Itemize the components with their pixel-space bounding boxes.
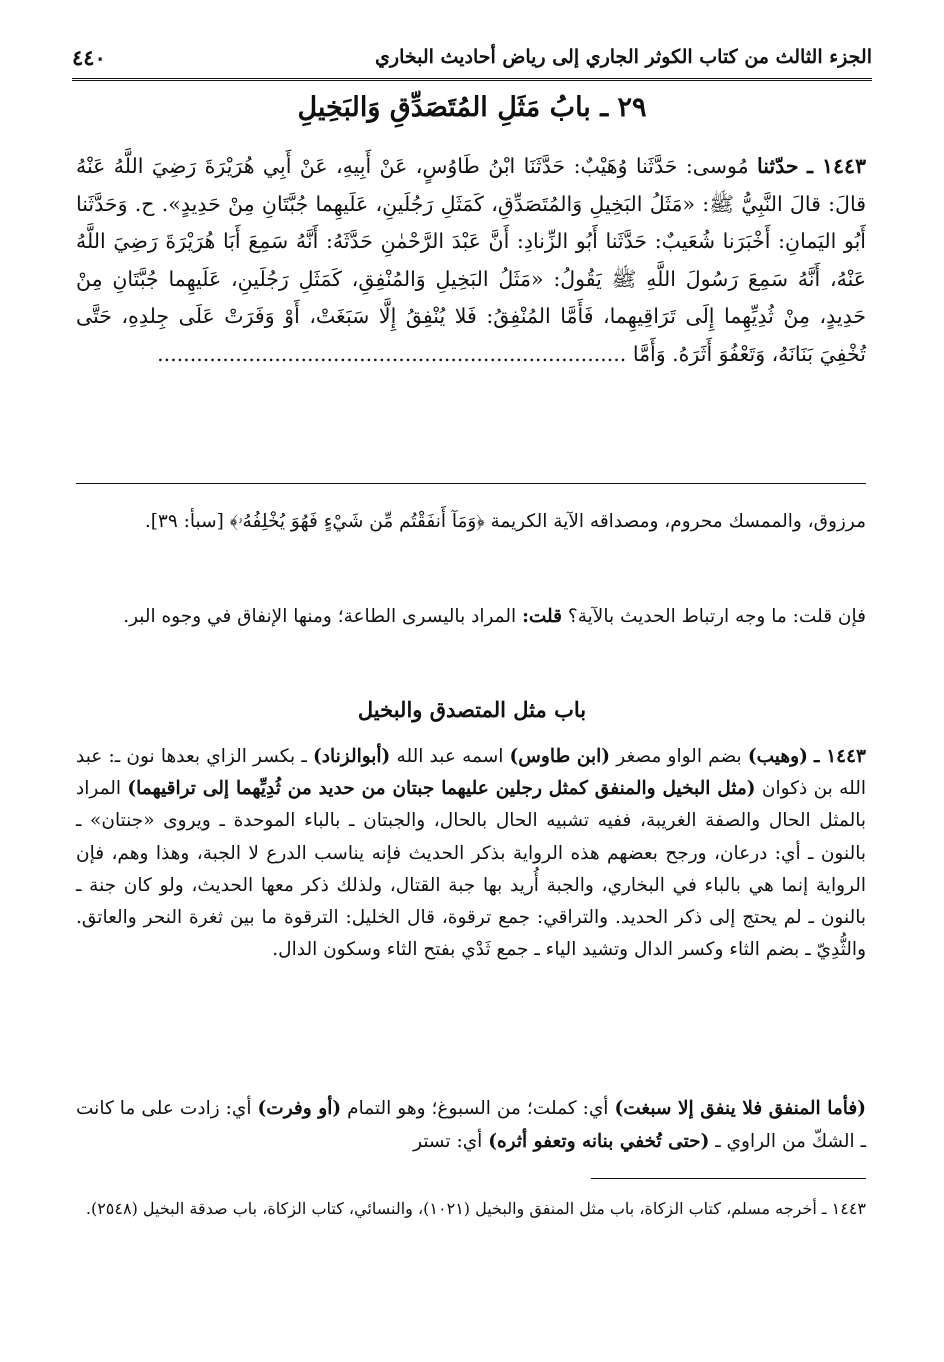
- commentary-term: (حتى تُخفي بنانه وتعفو أثره): [488, 1131, 710, 1152]
- question-text: فإن قلت: ما وجه ارتباط الحديث بالآية؟: [567, 606, 866, 627]
- hadith-opening: حدّثنا: [756, 154, 799, 178]
- commentary-term: (فأما المنفق فلا ينفق إلا سبغت): [614, 1098, 866, 1119]
- commentary-term: (أبوالزناد): [312, 746, 391, 767]
- commentary-text: أي: زادت على ما كانت ـ الشكّ من الراوي ـ: [76, 1098, 866, 1152]
- commentary-text: أي: كملت؛ من السبوغ؛ وهو التمام: [347, 1098, 609, 1119]
- answer-text: المراد باليسرى الطاعة؛ ومنها الإنفاق في وجوه البر.: [123, 606, 517, 627]
- commentary-paragraph-2: [76, 1092, 866, 1158]
- hadith-dots: ........................................................................: [157, 341, 627, 366]
- running-title: الجزء الثالث من كتاب الكوثر الجاري إلى رياض أحاديث البخاري: [375, 46, 872, 68]
- commentary-text: بضم الواو مصغر: [616, 746, 742, 767]
- footnote-rule: [591, 1178, 866, 1179]
- commentary-text: اسمه عبد الله: [396, 746, 504, 767]
- page-number: ٤٤٠: [72, 44, 106, 70]
- hadith-body: مُوسى: حَدَّثَنا وُهَيْبٌ: حَدَّثَنَا ابْنُ طَاوُسٍ، عَنْ أَبِيهِ، عَنْ أَبِي هُرَيْرَةَ رَضِيَ اللَّهُ عَنْهُ قالَ: قالَ النَّبِيُّ ﷺ: «مَثَلُ البَخِيلِ وَالمُتَصَدِّقِ، كَمَثَلِ رَجُلَينِ، عَلَيهِما جُبَّتَانِ مِنْ حَدِيدٍ». ح. وَحَدَّثَنا أَبُو اليَمانِ: أَخْبَرَنا شُعَيبٌ: حَدَّثَنا أَبُو الزِّنادِ: أَنَّ عَبْدَ الرَّحْمٰنِ حَدَّثَهُ: أَنَّهُ سَمِعَ أَبَا هُرَيْرَةَ رَضِيَ اللَّهُ عَنْهُ، أَنَّهُ سَمِعَ رَسُولَ اللَّهِ ﷺ يَقُولُ: «مَثَلُ البَخِيلِ وَالمُنْفِقِ، كَمَثَلِ رَجُلَينِ، عَلَيهِما جُبَّتَانِ مِنْ حَدِيدٍ، مِنْ ثُدِيِّهِما إِلَى تَرَاقِيهِما، فَأَمَّا المُنْفِقُ: فَلا يُنْفِقُ إِلَّا سَبَغَتْ، أَوْ وَفَرَتْ عَلَى جِلدِهِ، حَتَّى تُخْفِيَ بَنَانَهُ، وَتَعْفُوَ أَثَرَهُ. وَأَمَّا: [76, 154, 866, 366]
- separator-rule: [76, 483, 866, 484]
- hadith-text: [76, 148, 866, 373]
- commentary-text: ـ بكسر الزاي بعدها نون ـ: عبد الله بن ذكوان: [76, 746, 866, 800]
- question-paragraph: [76, 598, 866, 635]
- chapter-title: ٢٩ ـ بابُ مَثَلِ المُتَصَدِّقِ وَالبَخِيلِ: [297, 92, 647, 123]
- footnote: ١٤٤٣ ـ أخرجه مسلم، كتاب الزكاة، باب مثل المنفق والبخيل (١٠٢١)، والنسائي، كتاب الزكاة، باب صدقة البخيل (٢٥٤٨).: [85, 1199, 866, 1218]
- commentary-term: (أو وفرت): [257, 1098, 342, 1119]
- commentary-term: (ابن طاوس): [509, 746, 611, 767]
- commentary-number: ١٤٤٣ ـ: [814, 746, 866, 767]
- section-title: باب مثل المتصدق والبخيل: [357, 697, 587, 722]
- commentary-continuation: مرزوق، والممسك محروم، ومصداقه الآية الكريمة ﴿وَمَآ أَنفَقْتُم مِّن شَيْءٍ فَهُوَ يُخْلِفُهُۥ﴾ [سبأ: ٣٩].: [144, 511, 866, 532]
- commentary-term: (وهيب): [747, 746, 808, 767]
- commentary-text: المراد بالمثل الحال والصفة الغريبة، ففيه تشبيه الحال بالحال، والجبتان ـ بالباء الموحدة ـ ويروى «جنتان» ـ بالنون ـ أي: درعان، ورجح بعضهم هذه الرواية بذكر الحديث فإنه يناسب الدرع لا الجبة، وهذا وهم، فإن الرواية إنما هي بالباء في البخاري، والجبة أُريد بها جبة القتال، ولذلك ذكر معها الحديث، ولو كان جنة ـ بالنون ـ لم يحتج إلى ذكر الحديد. والتراقي: جمع ترقوة، قال الخليل: الترقوة ما بين ثغرة النحر والعاتق. والثُّدِيّ ـ بضم الثاء وكسر الدال وتشيد الياء ـ جمع ثَدْي بفتح الثاء وسكون الدال.: [76, 778, 866, 961]
- page-header: [72, 36, 872, 81]
- commentary-term: (مثل البخيل والمنفق كمثل رجلين عليهما جبتان من حديد من ثُدِيِّهما إلى تراقيهما): [127, 778, 756, 800]
- commentary-paragraph: [76, 741, 866, 966]
- hadith-number: ١٤٤٣ ـ: [806, 154, 866, 178]
- answer-label: قلت:: [522, 606, 563, 627]
- commentary-text: أي: تستر: [413, 1131, 483, 1152]
